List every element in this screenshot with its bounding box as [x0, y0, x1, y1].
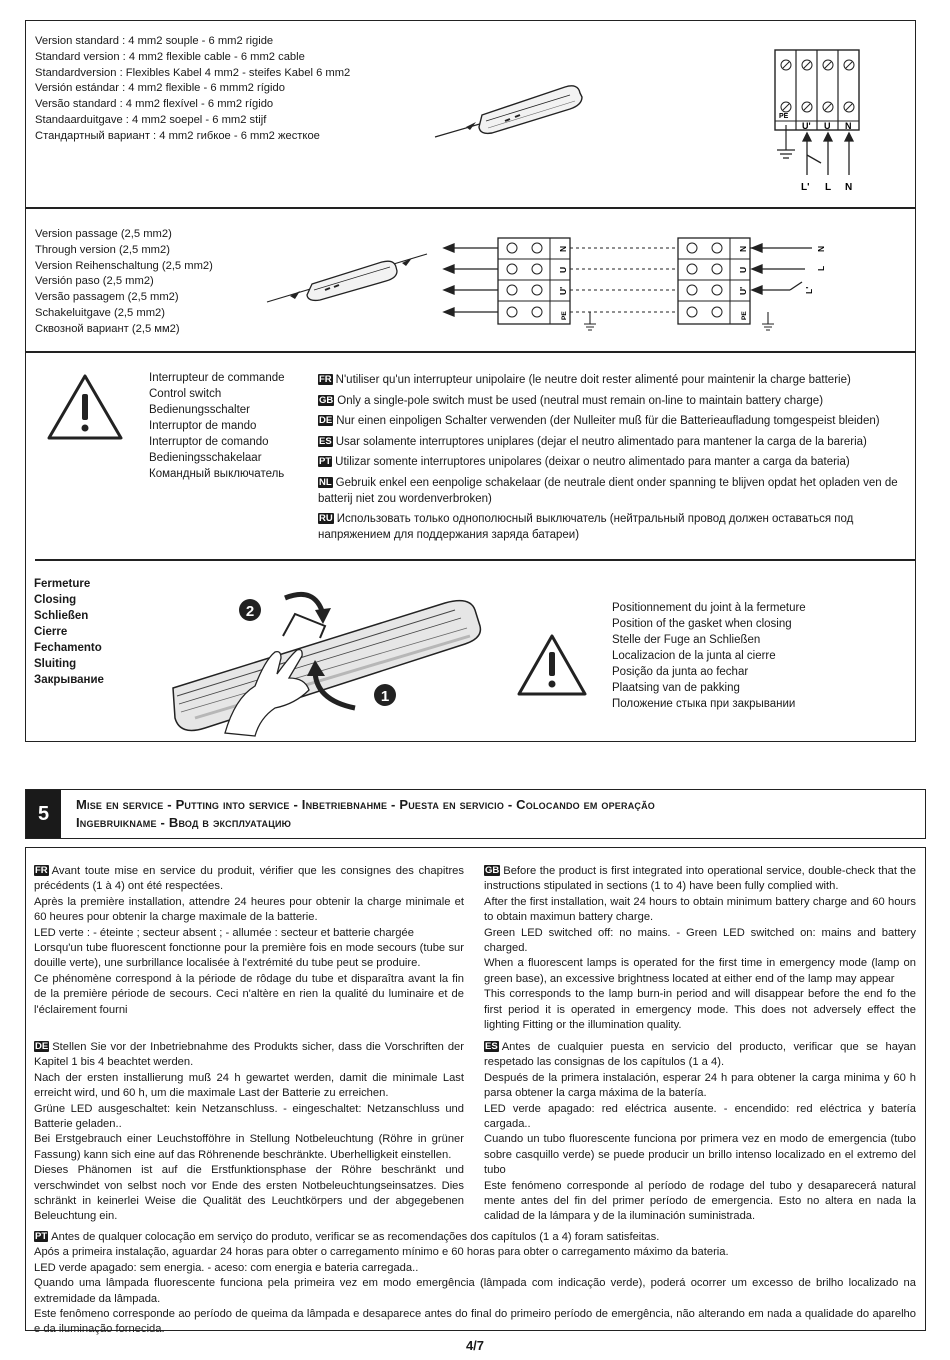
closing-label: Sluiting — [34, 658, 77, 670]
paragraph-pt: PT Antes de qualquer colocação em serviço do produto, verificar se as recomendações dos capítulos (1 a 4) foram satisfeitas. Após a primeira instalação, aguardar 24 horas para obter o carregamento mínimo e 60 horas para obter o carregamento máximo da bateria. LED verde apagado: sem energia. - aceso: com energia e bateria carregada.. Quando uma lâmpada fluorescente funciona pela primeira vez em modo emergência (lâmpada com indicação verde), poderá ocorrer um excesso de brilho localizado na extremidade da lâmpada. Este fenômeno corresponde ao período de queima da lâmpada e desaparece antes do final do primeiro período de emergência, não alterando em nada a qualidade do aparelho e da iluminação fornecida. — [34, 1231, 916, 1336]
note-text: Utilizar somente interruptores unipolares (deixar o neutro alimentado para manter a carga da bateria) — [335, 456, 850, 468]
closing-label: Fermeture — [34, 578, 91, 590]
terminal-label: PE — [561, 311, 568, 320]
closing-label: Закрывание — [34, 674, 104, 686]
gasket-label: Localizacion de la junta al cierre — [612, 650, 776, 662]
section-title — [76, 796, 655, 832]
note-pt — [318, 454, 904, 470]
note-text: Использовать только однополюсный выключатель (нейтральный провод должен оставаться под напряжением для поддержания заряда батареи) — [318, 513, 854, 541]
standard-version-line: Стандартный вариант : 4 mm2 гибкое - 6 mm2 жесткое — [35, 129, 320, 142]
through-connector-illustration — [262, 250, 432, 310]
closing-label: Fechamento — [34, 642, 102, 654]
warning-icon — [516, 632, 588, 698]
paragraph-de: DE Stellen Sie vor der Inbetriebnahme des Produkts sicher, dass die Vorschriften der Kapitel 1 bis 4 beachtet werden. Nach der ersten installierung muß 24 h gewartet werden, damit die minimale Last erreicht wird, und 60 h, um die maximale Last der Batterie zu erreichen. Grüne LED ausgeschaltet: kein Netzanschluss. - eingeschaltet: Netzanschluss und Batterie geladen.. Bei Erstgebrauch einer Leuchstofföhre in Stellung Notbeleuchtung (Röhre in grüner Fassung) kann sich eine auf das Röhrenende beschränkte. Uberhelligkeit einstellen. Dieses Phänomen ist auf die Erstfunktionsphase der Röhre beschränkt und verschwindet von selbst noch vor Ende des ersten Notbeleuchtungseinsatzes. Dies schränkt in keinerlei Weise die Qualität des Leuchtkörpers und der abgegebenen Beleuchtung ein. — [34, 1041, 464, 1223]
lang-badge: RU — [319, 513, 333, 524]
note-text: N'utiliser qu'un interrupteur unipolaire (le neutre doit rester alimenté pour maintenir la charge batterie) — [335, 374, 851, 386]
note-text: Usar solamente interruptores uniplares (dejar el neutro alimentado para mantener la carga de la bareria) — [335, 435, 867, 448]
note-es — [318, 434, 904, 450]
gasket-label: Posição da junta ao fechar — [612, 666, 749, 678]
through-version-line: Version passage (2,5 mm2) — [35, 228, 172, 240]
lang-badge: PT — [35, 1231, 48, 1242]
switch-label: Командный выключатель — [149, 468, 285, 480]
lang-badge: FR — [319, 374, 332, 385]
section-title-line: Mise en service - Putting into service - Inbetriebnahme - Puesta en servicio - Colocando em operação — [76, 797, 655, 812]
terminal-label: PE — [779, 113, 789, 120]
closing-label: Closing — [34, 594, 77, 606]
section-header — [25, 789, 926, 839]
wire-label: L — [825, 182, 832, 193]
lang-badge: ES — [485, 1041, 498, 1052]
lang-badge: GB — [319, 394, 334, 406]
through-version-line: Versão passagem (2,5 mm2) — [35, 291, 179, 304]
gasket-label: Position of the gasket when closing — [612, 618, 792, 630]
gasket-label: Положение стыка при закрывании — [612, 698, 796, 710]
note-text: Nur einen einpoligen Schalter verwenden (der Nulleiter muß für die Batterieaufladung tomgespeist bleiden) — [336, 415, 880, 427]
standard-version-list — [35, 34, 350, 145]
luminaire-closing-illustration — [165, 578, 515, 738]
standard-version-line: Standardversion : Flexibles Kabel 4 mm2 - steifes Kabel 6 mm2 — [35, 66, 351, 79]
terminal-label: N — [845, 121, 852, 131]
terminal-label: N — [738, 245, 748, 252]
terminal-label: U' — [738, 286, 748, 295]
section-title-line: Ingebruikname - Ввод в эксплуатацию — [76, 815, 292, 830]
terminal-label: U — [558, 266, 568, 273]
switch-notes — [318, 372, 904, 548]
switch-label: Control switch — [149, 388, 222, 400]
through-version-line: Version Reihenschaltung (2,5 mm2) — [35, 259, 213, 272]
terminal-label: N — [558, 245, 568, 252]
gasket-label: Stelle der Fuge an Schließen — [612, 634, 761, 646]
gasket-label: Plaatsing van de pakking — [612, 682, 740, 694]
connector-illustration — [430, 75, 590, 145]
through-version-line: Versión paso (2,5 mm2) — [35, 275, 154, 288]
lang-badge: DE — [319, 415, 333, 426]
note-de — [318, 413, 904, 429]
through-version-line: Schakeluitgave (2,5 mm2) — [35, 306, 165, 319]
closing-label: Schließen — [34, 610, 89, 622]
page-number: 4/7 — [465, 1338, 485, 1353]
lang-badge: FR — [35, 865, 48, 876]
closing-label-list — [34, 576, 104, 688]
terminal-label: U' — [802, 121, 811, 131]
switch-label: Interruptor de comando — [149, 436, 269, 448]
switch-label: Bedienungsschalter — [149, 404, 251, 416]
ground-icon — [584, 312, 596, 330]
through-version-line: Through version (2,5 mm2) — [35, 243, 170, 256]
lang-badge: ES — [319, 435, 332, 447]
step-number: 1 — [380, 688, 390, 705]
through-version-list — [35, 227, 213, 338]
terminal-label: U — [824, 121, 831, 131]
lang-badge: PT — [319, 456, 332, 467]
through-wiring-diagram — [440, 232, 830, 342]
through-version-line: Сквозной вариант (2,5 мм2) — [35, 322, 180, 335]
section-number: 5 — [26, 790, 61, 838]
note-gb — [318, 393, 904, 409]
terminal-label: PE — [741, 311, 748, 320]
gasket-label-list — [612, 600, 806, 712]
wire-label: N — [845, 182, 853, 193]
switch-label: Interrupteur de commande — [149, 372, 285, 384]
wire-label: L — [816, 265, 826, 271]
paragraph-gb: GB Before the product is first integrated into operational service, double-check that the instructions stipulated in sections (1 to 4) have been fully complied with. After the first installation, wait 24 hours to obtain minimum battery charge and 60 hours to obtain maximun battery charge. Green LED switched off: no mains. - Green LED switched on: mains and battery charged. When a fluorescent lamps is operated for the first time in emergency mode (lamp on green base), an excessive brightness located at either end of the lamp may appear This corresponds to the lamp burn-in period and will disappear before the end fo the first period it is operated in emergency mode. This does not adversely effect the lighting Fitting or the illumination quality. — [484, 865, 916, 1032]
standard-version-line: Standard version : 4 mm2 flexible cable - 6 mm2 cable — [35, 50, 305, 63]
switch-label: Interruptor de mando — [149, 420, 257, 432]
wire-label: N — [816, 245, 826, 252]
standard-version-line: Version standard : 4 mm2 souple - 6 mm2 rigide — [35, 35, 274, 47]
warning-icon — [46, 372, 124, 442]
paragraph-fr: FR Avant toute mise en service du produit, vérifier que les consignes des chapitres précédents (1 à 4) ont été respectées. Après la première installation, attendre 24 heures pour obtenir la charge minimale et 60 heures pour obtenir la charge maximale de la batterie. LED verte : - éteinte ; secteur absent ; - allumée : secteur et batterie chargée Lorsqu'un tube fluorescent fonctionne pour la première fois en mode secours (tube sur douille verte), une surbrillance localisée à l'extrémité du tube peut se produire. Ce phénomène correspond à la période de rôdage du tube et disparaîtra avant la fin de la première période de secours. Ceci n'altère en rien la qualité du luminaire et de l'éclairement fourni — [34, 865, 464, 1016]
wire-label: L' — [804, 286, 814, 294]
divider — [25, 207, 916, 209]
standard-version-line: Versión estándar : 4 mm2 flexible - 6 mmm2 rígido — [35, 82, 285, 95]
standard-version-line: Standaarduitgave : 4 mm2 soepel - 6 mm2 stijf — [35, 113, 267, 126]
wire-label: L' — [801, 182, 810, 193]
terminal-label: U — [738, 266, 748, 273]
switch-label: Bedieningsschakelaar — [149, 452, 262, 464]
lang-badge: NL — [319, 476, 332, 488]
terminal-block-diagram — [755, 45, 865, 195]
paragraph-es: ES Antes de cualquier puesta en servicio del producto, verificar que se hayan respetado las consignas de los capítulos (1 a 4). Después de la primera instalación, esperar 24 h para obtener la carga minima y 60 h parsa obtener la carga máxima de la batería. LED verde apagado: red eléctrica ausente. - encendido: red eléctrica y batería cargada.. Cuando un tubo fluorescente funciona por primera vez en modo de emergencia (tubo sobre casquillo verde) se puede producir un brillo intenso localizado en el extremo del tubo Este fenómeno corresponde al período de rodage del tubo y desaparecerá natural mente antes del fin del primer período de emergencia. Esto no altera en nada la calidad de la lámpara y de la iluminación suministrada. — [484, 1041, 916, 1223]
note-text: Only a single-pole switch must be used (neutral must remain on-line to maintain battery charge) — [337, 394, 824, 407]
divider — [35, 559, 916, 561]
gasket-label: Positionnement du joint à la fermeture — [612, 602, 806, 614]
terminal-label: U' — [558, 286, 568, 295]
step-number: 2 — [245, 603, 255, 620]
ground-icon — [762, 312, 774, 330]
note-nl — [318, 475, 904, 507]
lang-badge: DE — [35, 1041, 49, 1052]
note-fr — [318, 372, 904, 388]
note-ru — [318, 511, 904, 543]
closing-label: Cierre — [34, 626, 68, 638]
switch-label-list — [149, 370, 285, 482]
divider — [25, 351, 916, 353]
standard-version-line: Versão standard : 4 mm2 flexível - 6 mm2 rígido — [35, 98, 274, 111]
lang-badge: GB — [485, 865, 500, 876]
note-text: Gebruik enkel een eenpolige schakelaar (de neutrale dient onder spanning te blijven opdat het opladen ven de batterij niet zou wordenverbroken) — [318, 476, 898, 505]
